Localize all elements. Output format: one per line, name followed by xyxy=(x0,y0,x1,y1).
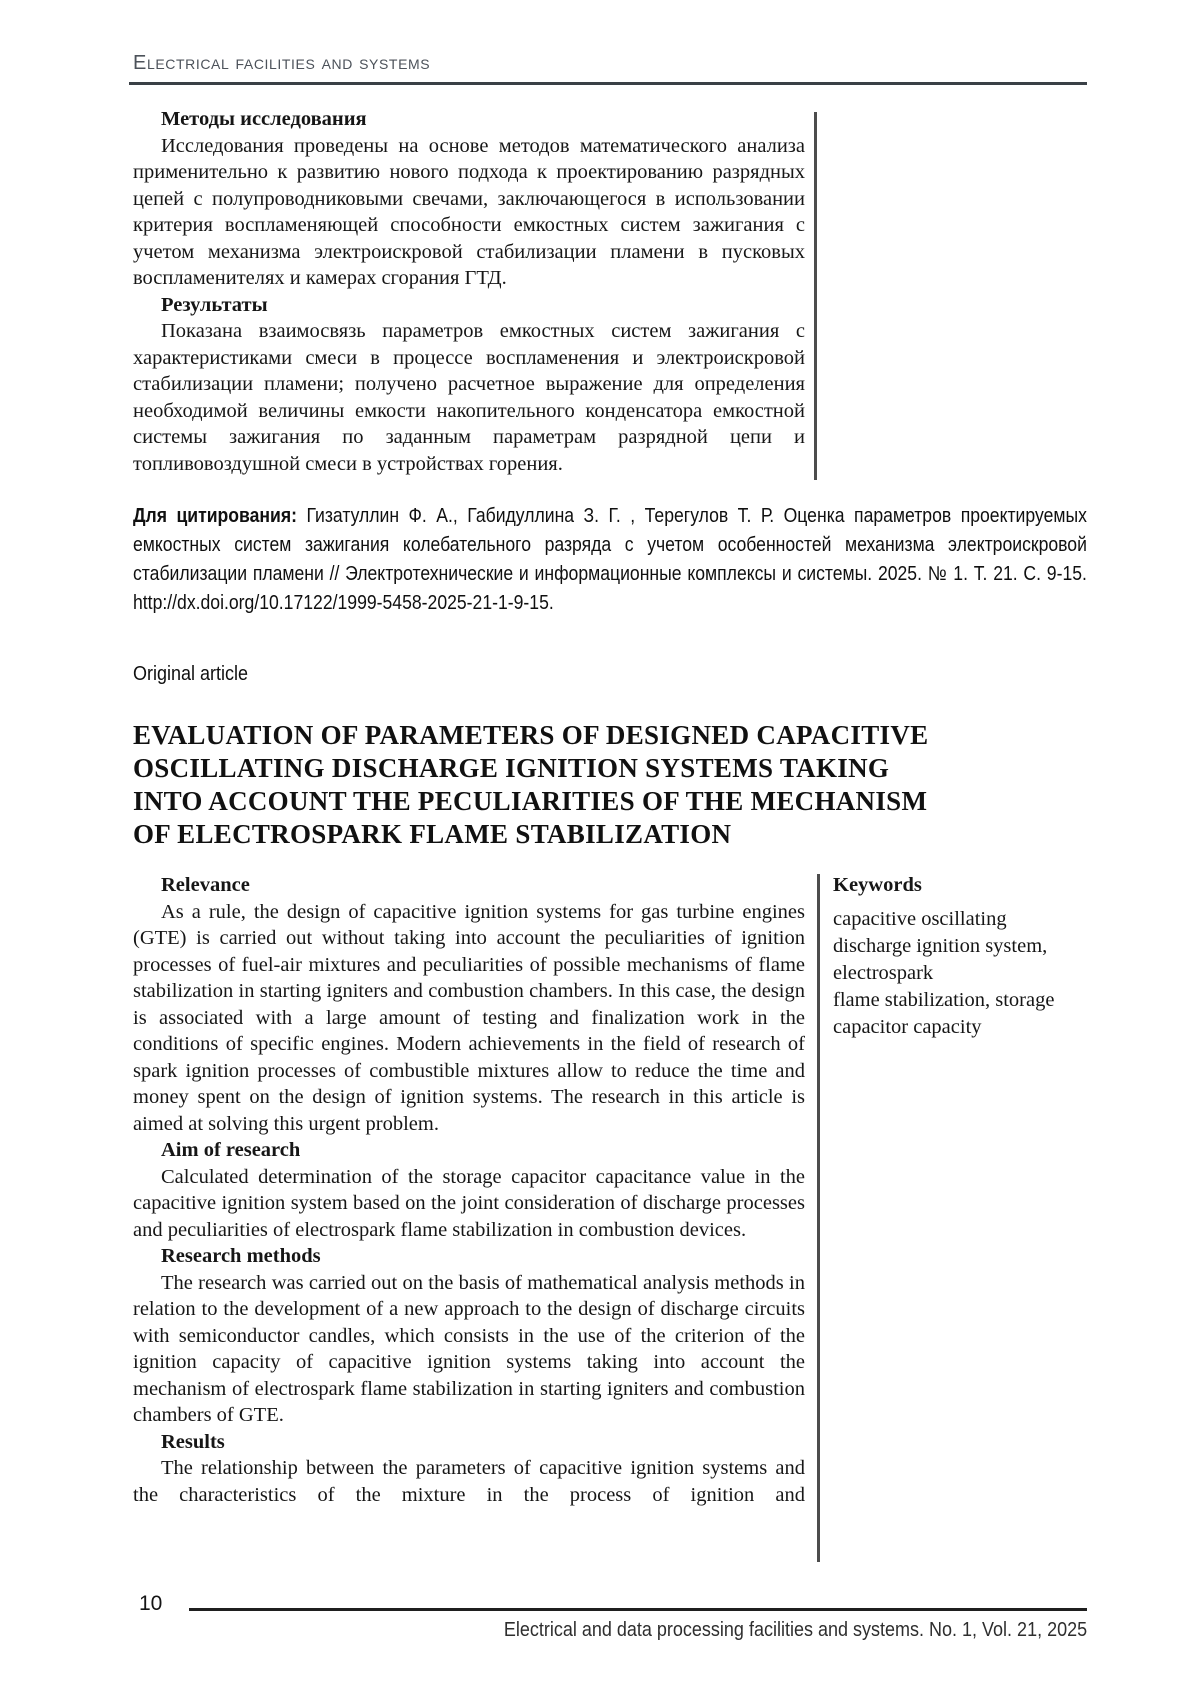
research-methods-text: The research was carried out on the basis of mathematical analysis methods in relation to the development of a new approach to the design of discharge circuits with semiconductor candles, which consists in the use of the criterion of the ignition capacity of capacitive ignition systems taking into account the mechanism of electrospark flame stabilization in starting igniters and combustion chambers of GTE. xyxy=(133,1271,805,1426)
results-heading: Results xyxy=(161,1430,225,1453)
russian-abstract xyxy=(133,106,805,477)
ru-results-text: Показана взаимосвязь параметров емкостных систем зажигания с характеристиками смеси в процессе воспламенения и электроискровой стабилизации пламени; получено расчетное выражение для определения необходимой величины емкости накопительного конденсатора емкостной системы зажигания по заданным параметрам разрядной цепи и топливовоздушной смеси в устройствах горения. xyxy=(133,320,805,475)
header-rule xyxy=(129,82,1087,85)
footer-rule xyxy=(189,1608,1087,1611)
page-number: 10 xyxy=(139,1592,163,1615)
keywords-heading: Keywords xyxy=(833,874,922,896)
keywords-divider-rule xyxy=(817,874,820,1562)
keyword-line: electrospark xyxy=(833,962,934,984)
research-methods-heading: Research methods xyxy=(161,1245,321,1267)
article-title: EVALUATION OF PARAMETERS OF DESIGNED CAPACITIVE OSCILLATING DISCHARGE IGNITION SYSTEMS TAKING INTO ACCOUNT THE PECULIARITIES OF THE MECHANISM OF ELECTROSPARK FLAME STABILIZATION xyxy=(133,720,929,849)
ru-methods-text: Исследования проведены на основе методов математического анализа применительно к развитию нового подхода к проектированию разрядных цепей с полупроводниковыми свечами, заключающегося в использовании критерия воспламеняющей способности емкостных систем зажигания с учетом механизма электроискровой стабилизации пламени в пусковых воспламенителях и камерах сгорания ГТД. xyxy=(133,134,805,289)
results-text: The relationship between the parameters of capacitive ignition systems and the characteristics of the mixture in the process of ignition and xyxy=(133,1457,805,1506)
keyword-line: capacitor capacity xyxy=(833,1016,982,1038)
citation-text: Гизатуллин Ф. А., Габидуллина З. Г. , Терегулов Т. Р. Оценка параметров проектируемых емкостных систем зажигания колебательного разряда с учетом особенностей механизма электроискровой стабилизации пламени // Электротехнические и информационные комплексы и системы. 2025. № 1. Т. 21. С. 9-15. http://dx.doi.org/10.17122/1999-5458-2025-21-1-9-15. xyxy=(133,505,1087,614)
article-type-label: Original article xyxy=(133,663,249,685)
abstract-divider-rule xyxy=(814,112,817,480)
keyword-line: capacitive oscillating xyxy=(833,908,1007,930)
keywords-panel xyxy=(833,872,1093,1041)
running-head: Electrical facilities and systems xyxy=(133,52,431,74)
keyword-line: flame stabilization, storage xyxy=(833,989,1055,1011)
keyword-line: discharge ignition system, xyxy=(833,935,1048,957)
aim-heading: Aim of research xyxy=(161,1139,301,1161)
main-text-column xyxy=(133,872,805,1508)
relevance-heading: Relevance xyxy=(161,874,250,896)
relevance-text: As a rule, the design of capacitive ignition systems for gas turbine engines (GTE) is carried out without taking into account the peculiarities of ignition processes of fuel-air mixtures and peculiarities of possible mechanisms of flame stabilization in starting igniters and combustion chambers. In this case, the design is associated with a large amount of testing and finalization work in the conditions of specific engines. Modern achievements in the field of research of spark ignition processes of combustible mixtures allow to reduce the time and money spent on the design of ignition systems. The research in this article is aimed at solving this urgent problem. xyxy=(133,900,805,1135)
ru-methods-heading: Методы исследования xyxy=(161,108,367,130)
aim-text: Calculated determination of the storage capacitor capacitance value in the capacitive ignition system based on the joint consideration of discharge processes and peculiarities of electrospark flame stabilization in combustion devices. xyxy=(133,1165,805,1241)
journal-footline: Electrical and data processing facilities and systems. No. 1, Vol. 21, 2025 xyxy=(503,1619,1087,1641)
ru-results-heading: Результаты xyxy=(161,293,268,316)
citation-block xyxy=(133,502,1087,618)
citation-label: Для цитирования: xyxy=(133,505,297,527)
